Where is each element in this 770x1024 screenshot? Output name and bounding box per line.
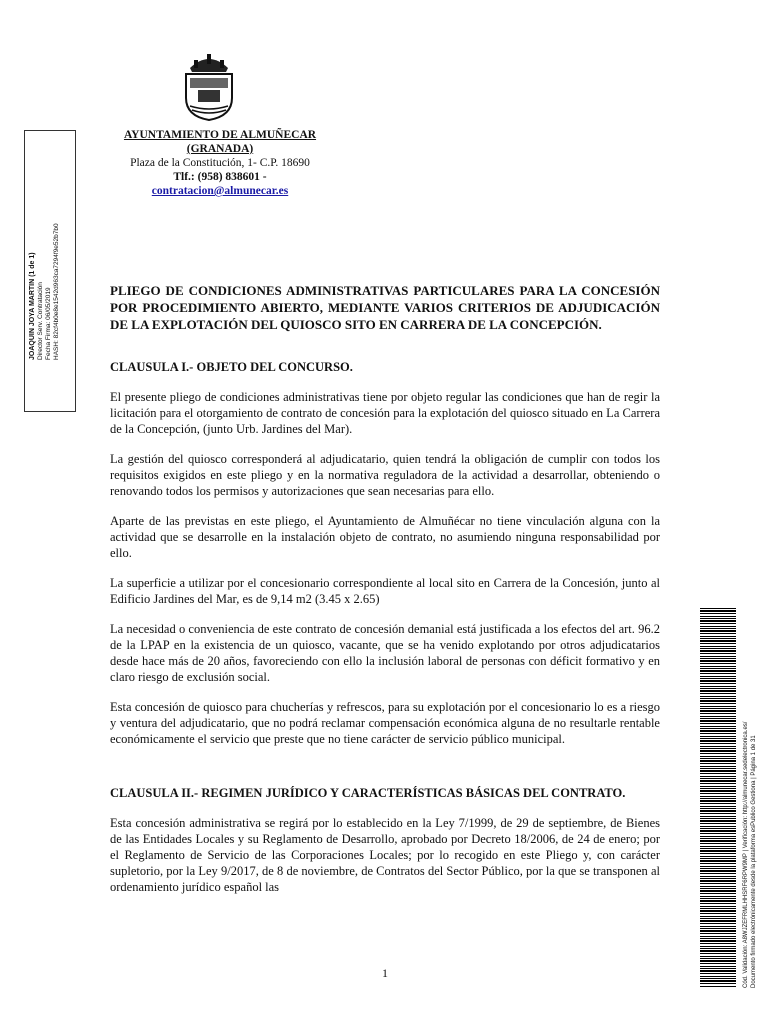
signature-stamp: [29, 130, 61, 360]
clause-heading-2: CLAUSULA II.- REGIMEN JURÍDICO Y CARACTERÍSTICAS BÁSICAS DEL CONTRATO.: [110, 786, 626, 800]
paragraph: La superficie a utilizar por el concesionario correspondiente al local sito en Carrera de la Concesión, junto al Edificio Jardines del Mar, es de 9,14 m2 (3.45 x 2.65): [110, 576, 660, 606]
signer-name: JOAQUIN JOYA MARTIN (1 de 1): [29, 252, 36, 360]
section-spacer: [110, 761, 660, 785]
validation-side-text: [742, 608, 758, 988]
signature-date: Fecha Firma: 06/05/2019: [45, 287, 52, 360]
paragraph: Esta concesión de quiosco para chucherías y refrescos, para su explotación por el concesionario lo es a riesgo y ventura del adjudicatario, que no podrá reclamar compensación económica alguna de no resultarle rentable económicamente el servicio que preste que no tiene carácter de servicio público municipal.: [110, 700, 660, 746]
org-province: (GRANADA): [186, 143, 254, 155]
org-phone: Tlf.: (958) 838601 -: [173, 171, 267, 183]
paragraph: La gestión del quiosco corresponderá al adjudicatario, quien tendrá la obligación de cumplir con todos los requisitos exigidos en este pliego y en la normativa reguladora de la actividad a desarrollar, obteniendo o renovando todos los permisos y autorizaciones que sean necesarias para ello.: [110, 452, 660, 498]
paragraph: Esta concesión administrativa se regirá por lo establecido en la Ley 7/1999, de 29 de septiembre, de Bienes de las Entidades Locales y su Reglamento de Desarrollo, aprobado por Decreto 18/2006, de 24 de enero; por el Reglamento de Servicio de las Corporaciones Locales; por lo recogido en este Pliego y, con carácter supletorio, por la Ley 9/2017, de 8 de noviembre, de Contratos del Sector Público, por la que se transponen al ordenamiento jurídico español las: [110, 816, 660, 894]
signer-role: Director Serv. Contratación: [37, 282, 44, 360]
clause-heading-1: CLAUSULA I.- OBJETO DEL CONCURSO.: [110, 360, 353, 374]
org-name: AYUNTAMIENTO DE ALMUÑECAR: [123, 129, 317, 141]
electronic-signature-line: Documento firmado electrónicamente desde la plataforma esPublico Gestiona | Página 1 de 31: [751, 735, 757, 988]
document-body: [110, 282, 660, 909]
page-number: 1: [382, 966, 388, 980]
org-email-link[interactable]: contratacion@almunecar.es: [151, 185, 289, 197]
signature-hash: HASH: 82cf4b0e8e1542d963ca7294f9e52b7b0: [53, 223, 60, 360]
letterhead: [110, 128, 330, 198]
municipal-crest-logo: [178, 48, 240, 122]
document-title: PLIEGO DE CONDICIONES ADMINISTRATIVAS PARTICULARES PARA LA CONCESIÓN POR PROCEDIMIENTO ABIERTO, MEDIANTE VARIOS CRITERIOS DE ADJUDICACIÓN DE LA EXPLOTACIÓN DEL QUIOSCO SITO EN CARRERA DE LA CONCEPCIÓN.: [110, 283, 660, 332]
paragraph: La necesidad o conveniencia de este contrato de concesión demanial está justificada a los efectos del art. 96.2 de la LPAP en la existencia de un quiosco, vacante, que se ha venido explotando por otros adjudicatarios desde hace más de 20 años, favoreciendo con ello la inclusión laboral de personas con déficit formativo y en claro riesgo de exclusión social.: [110, 622, 660, 684]
org-address: Plaza de la Constitución, 1- C.P. 18690: [130, 157, 310, 169]
paragraph: Aparte de las previstas en este pliego, el Ayuntamiento de Almuñécar no tiene vinculación alguna con la actividad que se desarrolle en la instalación objeto de contrato, no asumiendo ninguna responsabilidad por ello.: [110, 514, 660, 560]
paragraph: El presente pliego de condiciones administrativas tiene por objeto regular las condiciones que han de regir la licitación para el otorgamiento de contrato de concesión para la explotación del quiosco situado en La Carrera de la Concepción, (junto Urb. Jardines del Mar).: [110, 390, 660, 436]
validation-code-line: Cód. Validación: A8WJZEFRMLHHSRF6RPW9MP | Verificación: http://almunecar.sedelectronica.es/: [743, 721, 749, 988]
validation-barcode: [700, 608, 736, 988]
